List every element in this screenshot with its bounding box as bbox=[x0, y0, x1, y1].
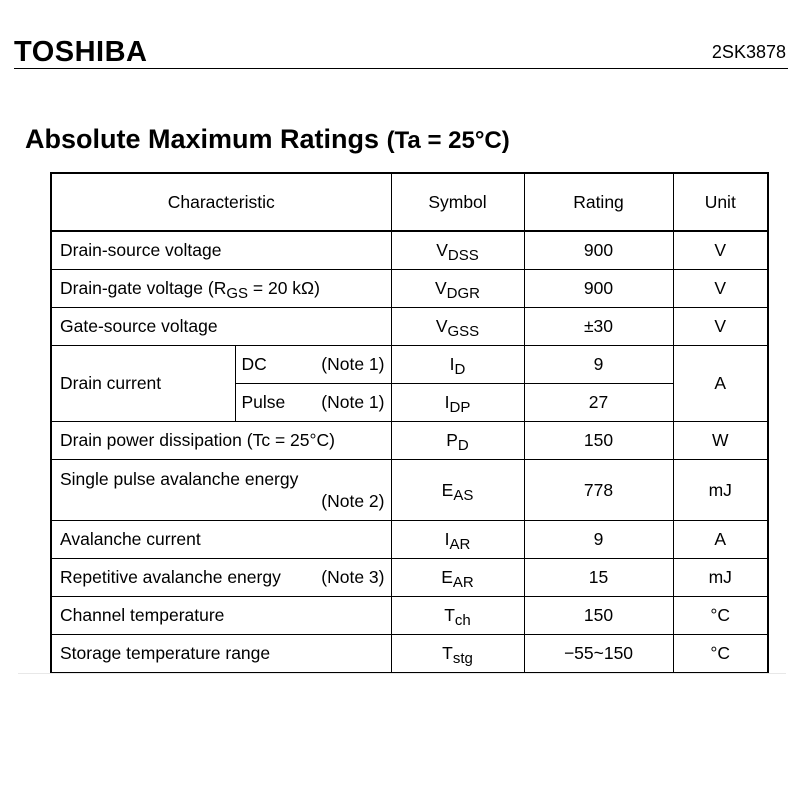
table-row bbox=[51, 346, 768, 384]
section-title bbox=[25, 122, 510, 158]
symbol-subscript: DGR bbox=[446, 285, 481, 302]
table-row bbox=[51, 270, 768, 308]
symbol-main: V bbox=[434, 278, 447, 298]
table-row bbox=[51, 231, 768, 270]
symbol-main: E bbox=[441, 567, 453, 587]
header-symbol: Symbol bbox=[391, 173, 524, 231]
unit-cell: V bbox=[673, 231, 768, 270]
symbol-main: T bbox=[442, 643, 453, 663]
symbol-main: V bbox=[435, 316, 448, 336]
page-header bbox=[14, 34, 788, 69]
symbol-main: I bbox=[444, 529, 450, 549]
header-characteristic: Characteristic bbox=[51, 173, 391, 231]
unit-cell: mJ bbox=[673, 460, 768, 521]
brand-logo: TOSHIBA bbox=[14, 36, 148, 68]
characteristic-text-tail: = 20 kΩ) bbox=[248, 278, 320, 298]
characteristic-cell: Avalanche current bbox=[51, 521, 391, 559]
header-rating: Rating bbox=[524, 173, 673, 231]
unit-cell: V bbox=[673, 308, 768, 346]
title-main: Absolute Maximum Ratings bbox=[25, 124, 380, 154]
table-row bbox=[51, 460, 768, 521]
symbol-subscript: AR bbox=[452, 574, 474, 591]
symbol-subscript: AS bbox=[453, 486, 474, 504]
rating-cell: 150 bbox=[524, 597, 673, 635]
symbol-cell bbox=[391, 231, 524, 270]
subcondition-label: DC bbox=[241, 354, 267, 374]
characteristic-subscript: GS bbox=[226, 285, 249, 302]
symbol-subscript: GSS bbox=[447, 323, 480, 340]
table-row bbox=[51, 597, 768, 635]
table-row bbox=[51, 422, 768, 460]
characteristic-cell bbox=[51, 559, 391, 597]
rating-cell: 9 bbox=[524, 521, 673, 559]
symbol-cell bbox=[391, 635, 524, 674]
symbol-cell bbox=[391, 460, 524, 521]
symbol-cell bbox=[391, 559, 524, 597]
symbol-cell bbox=[391, 422, 524, 460]
table-row bbox=[51, 559, 768, 597]
characteristic-cell: Drain power dissipation (Tc = 25°C) bbox=[51, 422, 391, 460]
subcondition-label: Pulse bbox=[241, 392, 286, 412]
ratings-table-wrapper bbox=[50, 172, 769, 674]
unit-cell: W bbox=[673, 422, 768, 460]
characteristic-cell bbox=[51, 270, 391, 308]
rating-cell: −55~150 bbox=[524, 635, 673, 674]
rating-cell: 15 bbox=[524, 559, 673, 597]
symbol-main: I bbox=[444, 392, 450, 412]
characteristic-cell: Drain current bbox=[51, 346, 235, 422]
characteristic-cell: Storage temperature range bbox=[51, 635, 391, 674]
symbol-cell bbox=[391, 270, 524, 308]
table-row bbox=[51, 635, 768, 674]
note-ref: (Note 1) bbox=[321, 392, 385, 412]
subcondition-cell bbox=[235, 384, 391, 422]
unit-cell: A bbox=[673, 521, 768, 559]
characteristic-cell: Gate-source voltage bbox=[51, 308, 391, 346]
title-condition: (Ta = 25°C) bbox=[386, 127, 510, 154]
characteristic-cell: Drain-source voltage bbox=[51, 231, 391, 270]
note-ref: (Note 1) bbox=[321, 354, 385, 374]
rating-cell: 27 bbox=[524, 384, 673, 422]
characteristic-cell bbox=[51, 460, 391, 521]
rating-cell: 778 bbox=[524, 460, 673, 521]
unit-cell: mJ bbox=[673, 559, 768, 597]
symbol-subscript: DSS bbox=[447, 247, 479, 264]
symbol-subscript: DP bbox=[449, 399, 471, 416]
unit-cell: V bbox=[673, 270, 768, 308]
symbol-subscript: stg bbox=[452, 650, 473, 667]
header-unit: Unit bbox=[673, 173, 768, 231]
symbol-cell bbox=[391, 346, 524, 384]
unit-cell: A bbox=[673, 346, 768, 422]
symbol-cell bbox=[391, 597, 524, 635]
characteristic-text: Drain-gate voltage (R bbox=[60, 278, 227, 298]
symbol-subscript: AR bbox=[449, 536, 471, 553]
characteristic-cell: Channel temperature bbox=[51, 597, 391, 635]
ratings-table bbox=[50, 172, 769, 674]
symbol-main: E bbox=[441, 479, 454, 500]
table-row bbox=[51, 308, 768, 346]
unit-cell: °C bbox=[673, 635, 768, 674]
table-header-row bbox=[51, 173, 768, 231]
symbol-cell bbox=[391, 521, 524, 559]
note-ref: (Note 2) bbox=[321, 491, 385, 511]
symbol-cell bbox=[391, 384, 524, 422]
unit-cell: °C bbox=[673, 597, 768, 635]
page-divider bbox=[18, 673, 786, 674]
part-number: 2SK3878 bbox=[711, 42, 786, 62]
rating-cell: 150 bbox=[524, 422, 673, 460]
characteristic-text: Repetitive avalanche energy bbox=[60, 567, 281, 587]
rating-cell: 900 bbox=[524, 270, 673, 308]
symbol-main: T bbox=[444, 605, 455, 625]
rating-cell: ±30 bbox=[524, 308, 673, 346]
symbol-subscript: ch bbox=[454, 612, 471, 629]
rating-cell: 9 bbox=[524, 346, 673, 384]
symbol-cell bbox=[391, 308, 524, 346]
rating-cell: 900 bbox=[524, 231, 673, 270]
note-ref: (Note 3) bbox=[321, 567, 385, 587]
characteristic-text: Single pulse avalanche energy bbox=[60, 469, 299, 489]
symbol-main: V bbox=[436, 240, 448, 260]
subcondition-cell bbox=[235, 346, 391, 384]
symbol-main: P bbox=[446, 430, 458, 450]
symbol-subscript: D bbox=[454, 361, 466, 378]
table-row bbox=[51, 521, 768, 559]
symbol-main: I bbox=[449, 354, 455, 374]
symbol-subscript: D bbox=[457, 437, 469, 454]
